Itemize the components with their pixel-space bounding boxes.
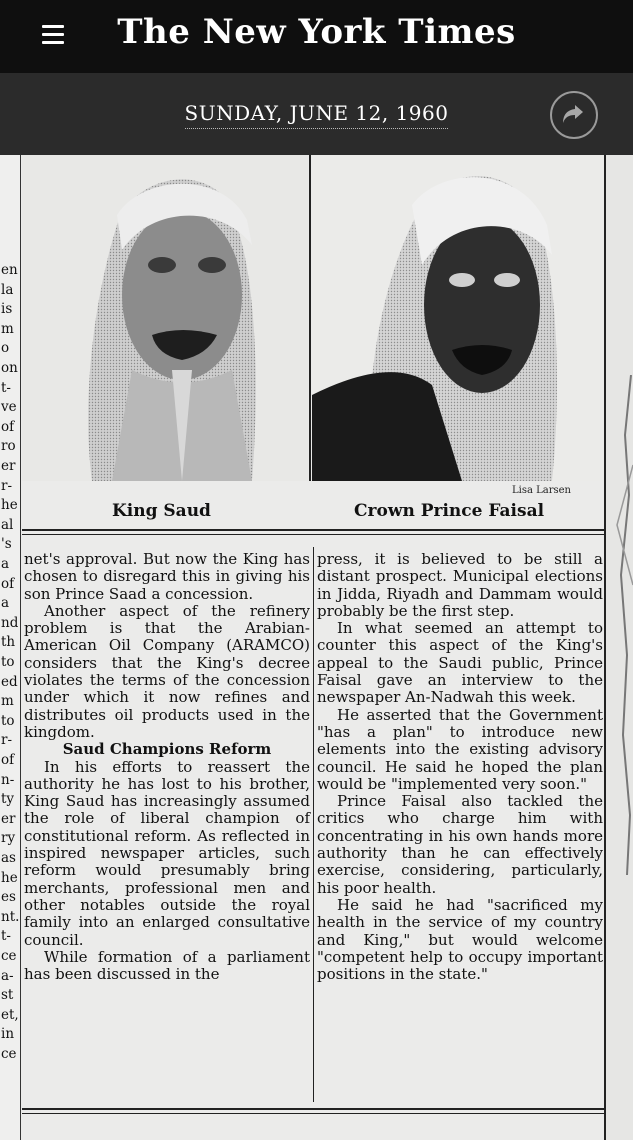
adjacent-text-fragment: is xyxy=(1,301,13,318)
masthead-logo[interactable]: The New York Times xyxy=(117,12,516,52)
adjacent-text-fragment: t- xyxy=(1,928,11,945)
issue-date[interactable] xyxy=(0,101,633,125)
newspaper-clipping xyxy=(0,155,633,1140)
paragraph: Prince Faisal also tackled the critics who charge him with concentrating in his own hands more authority than he can effectively exercise, considering, particularly, his poor health. xyxy=(317,792,603,897)
adjacent-text-fragment: ce xyxy=(1,948,17,964)
adjacent-text-fragment: of xyxy=(1,575,15,592)
photo-crown-prince-faisal xyxy=(312,155,604,481)
adjacent-text-fragment: al xyxy=(1,516,14,533)
adjacent-illustration-fragment xyxy=(603,375,633,875)
adjacent-text-fragment: of xyxy=(1,418,15,435)
caption-crown-prince-faisal: Crown Prince Faisal xyxy=(354,501,545,521)
adjacent-text-fragment: in xyxy=(1,1026,15,1043)
caption-king-saud: King Saud xyxy=(112,501,211,521)
adjacent-text-fragment: m xyxy=(1,693,14,710)
adjacent-text-fragment: a- xyxy=(1,967,14,984)
share-button[interactable] xyxy=(550,91,598,139)
bottom-rule-thin xyxy=(22,1113,604,1114)
adjacent-text-fragment: es xyxy=(1,889,16,906)
adjacent-text-fragment: ve xyxy=(1,399,17,416)
adjacent-text-fragment: en xyxy=(1,262,18,278)
adjacent-text-fragment: 's xyxy=(1,536,12,553)
adjacent-text-fragment: st xyxy=(1,987,14,1004)
paragraph: press, it is believed to be still a distant prospect. Municipal elections in Jidda, Riyadh and Dammam would probably be the first step. xyxy=(317,550,603,620)
paragraph: In what seemed an attempt to counter this aspect of the King's appeal to the Saudi public, Prince Faisal gave an interview to the newspaper An-Nadwah this week. xyxy=(317,619,603,707)
paragraph: He asserted that the Government "has a plan" to introduce new elements into the existing advisory council. He said he hoped the plan would be "implemented very soon." xyxy=(317,705,603,793)
article-column-2 xyxy=(317,551,603,983)
adjacent-text-fragment: of xyxy=(1,752,15,768)
adjacent-text-fragment: nt. xyxy=(1,908,20,925)
adjacent-text-fragment: la xyxy=(1,281,14,298)
adjacent-text-fragment: th xyxy=(1,634,16,651)
adjacent-text-fragment: ty xyxy=(1,791,15,808)
photo-credit: Lisa Larsen xyxy=(512,485,571,496)
adjacent-text-fragment: m xyxy=(1,320,14,337)
adjacent-text-fragment: a xyxy=(1,556,10,572)
paragraph: In his efforts to reassert the authority he has lost to his brother, King Saud has increasingly assumed the role of liberal champion of constitutional reform. As reflected in inspired newspaper articles, such reform would presumably bring merchants, professional men and other notables outside the royal family into an enlarged consultative council. xyxy=(24,757,310,949)
article-column-1 xyxy=(24,551,310,983)
paragraph: net's approval. But now the King has chosen to disregard this in giving his son Prince Saad a concession. xyxy=(24,550,310,603)
adjacent-text-fragment: ro xyxy=(1,438,16,455)
adjacent-text-fragment: et, xyxy=(1,1006,19,1023)
issue-date-text[interactable]: SUNDAY, JUNE 12, 1960 xyxy=(185,101,449,129)
photo-divider xyxy=(309,155,311,481)
subheading: Saud Champions Reform xyxy=(62,740,272,759)
adjacent-text-fragment: to xyxy=(1,654,15,670)
adjacent-text-fragment: ed xyxy=(1,673,18,690)
adjacent-text-fragment: o xyxy=(1,340,10,357)
adjacent-text-fragment: nd xyxy=(1,614,19,631)
photo-king-saud xyxy=(22,155,308,481)
adjacent-text-fragment: er xyxy=(1,810,16,827)
column-divider xyxy=(313,547,314,1102)
adjacent-text-fragment: r- xyxy=(1,477,13,494)
adjacent-text-fragment: to xyxy=(1,712,15,729)
paragraph: He said he had "sacrificed my health in the service of my country and King," but would welcome "competent help to occupy important positions in the state." xyxy=(317,895,603,984)
paragraph: While formation of a parliament has been discussed in the xyxy=(24,947,310,984)
adjacent-column-fragment xyxy=(0,155,21,1140)
caption-rule xyxy=(22,529,604,531)
adjacent-text-fragment: he xyxy=(1,869,18,886)
adjacent-text-fragment: ce xyxy=(1,1046,17,1062)
adjacent-text-fragment: er xyxy=(1,458,16,474)
date-bar xyxy=(0,73,633,155)
caption-rule-thin xyxy=(22,534,604,535)
adjacent-text-fragment: as xyxy=(1,850,16,866)
adjacent-text-fragment: ry xyxy=(1,830,16,847)
paragraph: Another aspect of the refinery problem is that the Arabian-American Oil Company (ARAMCO) considers that the King's decree violates the terms of the concession under which it now refines and distributes oil products used in the kingdom. xyxy=(24,601,310,741)
bottom-rule xyxy=(22,1108,604,1110)
share-arrow-icon xyxy=(561,103,585,125)
adjacent-text-fragment: r- xyxy=(1,732,13,749)
adjacent-text-fragment: a xyxy=(1,595,10,612)
adjacent-text-fragment: on xyxy=(1,360,18,376)
adjacent-text-fragment: he xyxy=(1,497,18,514)
adjacent-text-fragment: t- xyxy=(1,379,11,396)
top-bar xyxy=(0,0,633,73)
adjacent-text-fragment: n- xyxy=(1,771,15,788)
